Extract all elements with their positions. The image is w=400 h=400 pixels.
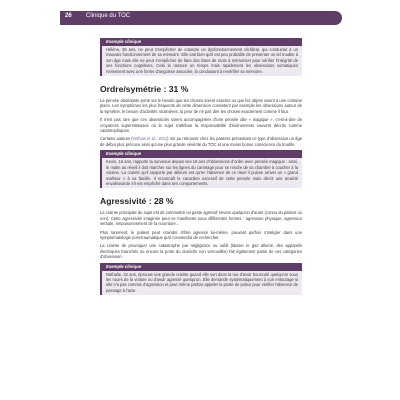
clinical-example-box xyxy=(100,150,302,188)
section-title-aggressiveness: Agressivité : 28 % xyxy=(100,196,174,207)
clinical-example-box xyxy=(100,263,302,296)
clinical-example-label: Exemple clinique xyxy=(102,263,302,271)
paragraph: Il n'est pas rare que ces obsessions soient accompagnées d'une pensée dite « magique », c'est-à-dire de croyances superstitieuses où le sujet s'attribue la responsabilité d'événements souvent décrits comme catastrophiques. xyxy=(100,117,302,134)
paragraph-with-reference xyxy=(100,136,302,147)
paragraph: Plus rarement, le patient peut craindre d'être agressé lui-même, pouvant parfois s'intégrer dans une symptomatologie post-traumatique qu'il conviendra de rechercher. xyxy=(100,229,302,240)
paragraph-text: Certains auteurs ( xyxy=(100,136,133,142)
clinical-example-label: Exemple clinique xyxy=(102,150,302,158)
paragraph: La crainte de provoquer une catastrophe par négligence ou oubli (laisser le gaz allumé, des appareils électriques branchés ou encore la porte du domicile non verrouillée) fait également partie de ces catégories d'obsession. xyxy=(100,243,302,260)
clinical-example-box xyxy=(100,38,302,76)
page-content xyxy=(100,38,302,301)
chapter-title: Clinique du TOC xyxy=(86,13,131,19)
clinical-example-text: Kevin, 16 ans, rapporte la survenue depuis ses 16 ans d'obsessions d'ordre avec pensée magique : ainsi, le matin au réveil il doit marcher sur les lignes du carrelage pour se rendre de sa chambre à coucher à la cuisine. La crainte qu'il rapporte par ailleurs est qu'en l'absence de ce rituel il puisse arriver un « grand malheur » à sa famille. Il reconnaît le caractère excessif de cette pensée mais décrit une anxiété envahissante s'il est empêché dans ses comportements. xyxy=(102,158,302,188)
paragraph: La crainte principale du sujet est de commettre un geste agressif envers quelqu'un d'autre (connu du patient ou non). Cette agressivité imaginée peut se manifester sous différentes formes : agression physique, agression verbale, empoisonnement de la nourriture... xyxy=(100,210,302,227)
page-header xyxy=(60,8,342,30)
clinical-example-text: Nathalie, 32 ans, éprouve une grande crainte quand elle sort dans la rue d'avoir bousculé quelqu'un sous les roues de la voiture ou d'avoir agressé quelqu'un. Elle demande systématiquement à son entourage si elle n'a pas commis d'agression et peut même parfois appeler la poste de police pour vérifier l'absence de passage à l'acte. xyxy=(102,271,302,296)
paragraph-text: ) ont pu retrouver chez les patients présentant ce type d'obsession un âge de début plus précoce ainsi qu'une plus grande sévérité du TOC et une moins bonne conscience du trouble. xyxy=(100,136,302,147)
paragraph: La pensée obsédante porte sur le besoin que les choses soient exactes ou que les objets soient à une certaine place. Les symptômes les plus fréquents de cette dimension consistent par exemple les obsessions autour de la symétrie, le besoin d'activités routinières, la peur de ne pas dire les choses exactement comme il faut. xyxy=(100,98,302,114)
clinical-example-text: Hélène, 26 ans, ne peut s'empêcher de craindre un dysfonctionnement cérébral, qui conduirait à un mauvais fonctionnement de sa mémoire. Elle sait bien qu'il est peu probable de présenter un tel trouble à son âge mais elle ne peut s'empêcher de faire des listes de mots à mémoriser pour vérifier l'intégrité de ses fonctions cognitives. Cela la rassure un temps mais rapidement les obsessions somatiques reviennent avec une forme d'angoisse associée, la conduisant à revérifier sa mémoire. xyxy=(102,46,302,76)
clinical-example-label: Exemple clinique xyxy=(102,38,302,46)
reference-link[interactable]: Velhuis et al., 2011 xyxy=(132,136,168,142)
section-title-order-symmetry: Ordre/symétrie : 31 % xyxy=(100,84,189,95)
page-number: 26 xyxy=(65,13,72,19)
